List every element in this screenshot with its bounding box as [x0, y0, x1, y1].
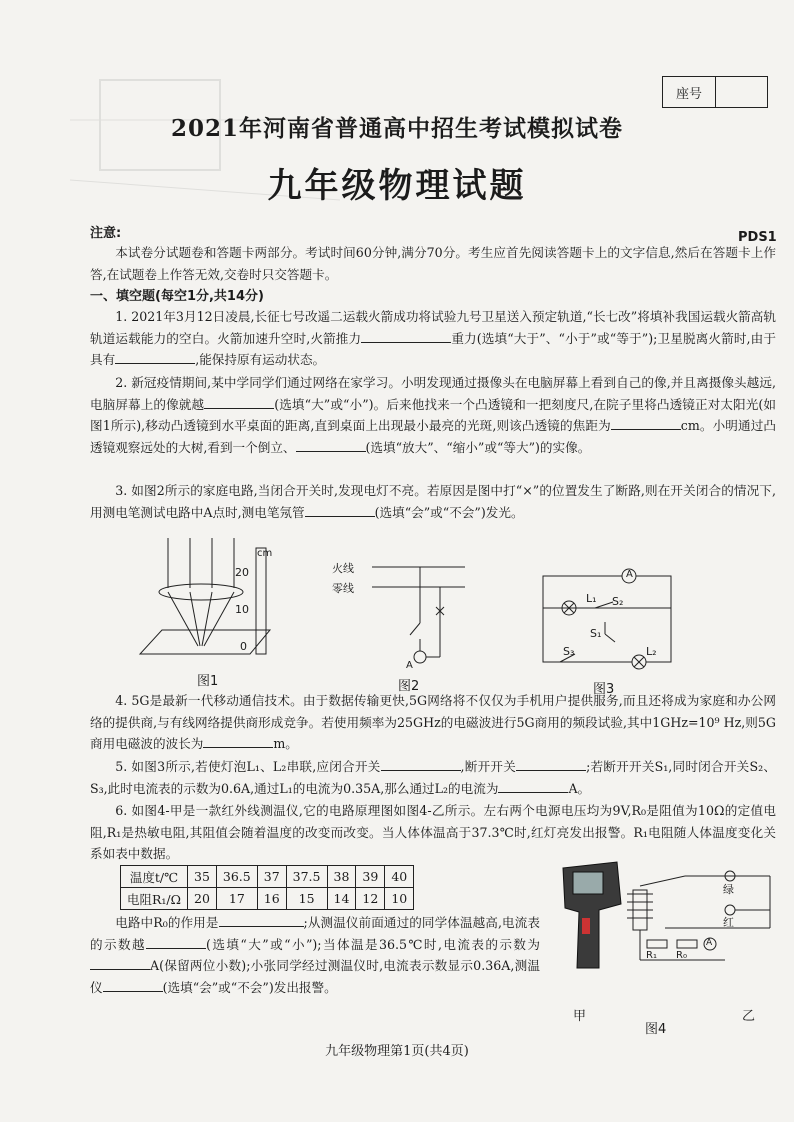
- table-cell: 37: [257, 866, 286, 888]
- question-1: 1. 2021年3月12日凌晨,长征七号改遥二运载火箭成功将试验九号卫星送入预定轨道,“长七改”将填补我国运载火箭高轨轨道运载能力的空白。火箭加速升空时,火箭推力 重力(选填“大于”、“小于”或“等于”);卫星脱离火箭时,由于具有 ,能保持原有运动状态。: [90, 309, 777, 367]
- subject-title: 九年级物理试题: [267, 166, 527, 206]
- temperature-resistance-table: [120, 865, 414, 910]
- seat-number-box: [662, 76, 768, 108]
- point-a-label: A: [406, 660, 413, 671]
- fig3-ammeter-label: A: [626, 569, 633, 580]
- fig3-S1-label: S₁: [590, 627, 602, 640]
- table-cell: 40: [385, 866, 414, 888]
- table-cell: 16: [257, 888, 286, 910]
- question-4: 4. 5G是最新一代移动通信技术。由于数据传输更快,5G网络将不仅仅为手机用户提供服务,而且还将成为家庭和办公网络的提供商,与有线网络提供商形成竞争。若使用频率为25GHz的电磁波进行5G商用的频段试验,其中1GHz=10⁹ Hz,则5G商用电磁波的波长为 m。: [90, 693, 777, 751]
- table-cell: 37.5: [286, 866, 327, 888]
- figure-3-circuit: [535, 562, 685, 677]
- answer-blank[interactable]: [115, 349, 195, 364]
- table-cell: 38: [327, 866, 356, 888]
- ruler-unit: cm: [257, 548, 273, 559]
- red-lamp-label: 红: [723, 916, 734, 929]
- page-footer: 九年级物理第1页(共4页): [325, 1044, 469, 1059]
- answer-blank[interactable]: [90, 955, 150, 970]
- table-cell: 10: [385, 888, 414, 910]
- ruler-tick: 0: [240, 640, 247, 653]
- table-row: [121, 866, 414, 888]
- notice-text: [90, 242, 776, 285]
- ruler-tick: 20: [235, 566, 249, 579]
- answer-blank[interactable]: [498, 778, 568, 793]
- question-6: 6. 如图4-甲是一款红外线测温仪,它的电路原理图如图4-乙所示。左右两个电源电压均为9V,R₀是阻值为10Ω的定值电阻,R₁是热敏电阻,其阻值会随着温度的改变而改变。当人体体温高于37.3℃时,红灯亮发出报警。R₁电阻随人体温度变化关系如表中数据。: [90, 803, 777, 861]
- figure-1-lens: [110, 530, 280, 670]
- notice-line: 本试卷分试题卷和答题卡两部分。考试时间60分钟,满分70分。考生应首先阅读答题卡上的文字信息,然: [115, 245, 688, 260]
- fig4-jia-label: 甲: [573, 1009, 587, 1024]
- figure-3-caption: 图3: [593, 682, 615, 697]
- answer-blank[interactable]: [305, 502, 375, 517]
- figure-4-thermometer-gun: [555, 858, 630, 978]
- seat-input-box[interactable]: [716, 77, 767, 107]
- table-cell: 电阻R₁/Ω: [121, 888, 188, 910]
- figure-4-caption: 图4: [645, 1022, 667, 1037]
- table-cell: 12: [356, 888, 385, 910]
- answer-blank[interactable]: [103, 977, 163, 992]
- answer-blank[interactable]: [381, 756, 461, 771]
- question-3: 3. 如图2所示的家庭电路,当闭合开关时,发现电灯不亮。若原因是图中打“×”的位置发生了断路,则在开关闭合的情况下,用测电笔测试电路中A点时,测电笔氖管 (选填“会”或“不会”)发光。: [90, 483, 776, 520]
- table-cell: 20: [188, 888, 217, 910]
- neutral-wire-label: 零线: [332, 582, 354, 595]
- answer-blank[interactable]: [146, 934, 206, 949]
- green-lamp-label: 绿: [723, 883, 734, 896]
- exam-code: PDS1: [738, 230, 777, 245]
- fig3-L2-label: L₂: [646, 645, 657, 658]
- answer-blank[interactable]: [611, 415, 681, 430]
- notice-line: 后在答题卡上作答,在试题卷上作答无效,交卷时只交答题卡。: [90, 245, 776, 282]
- answer-blank[interactable]: [516, 756, 586, 771]
- table-cell: 温度t/℃: [121, 866, 188, 888]
- table-cell: 14: [327, 888, 356, 910]
- seat-label: 座号: [663, 77, 716, 107]
- figure-2-caption: 图2: [398, 679, 420, 694]
- fig4-yi-label: 乙: [742, 1009, 756, 1024]
- table-cell: 15: [286, 888, 327, 910]
- notice-label: 注意:: [90, 226, 122, 241]
- table-row: [121, 888, 414, 910]
- fig4-ammeter-label: A: [706, 938, 713, 948]
- table-cell: 39: [356, 866, 385, 888]
- live-wire-label: 火线: [332, 562, 354, 575]
- figure-1-caption: 图1: [197, 674, 219, 689]
- question-5: 5. 如图3所示,若使灯泡L₁、L₂串联,应闭合开关 ,断开开关 ;若断开开关S₁,同时闭合开关S₂、S₃,此时电流表的示数为0.6A,通过L₁的电流为0.35A,那么通过L₂的电流为 A。: [90, 756, 776, 799]
- bleed-through: [60, 60, 360, 240]
- answer-blank[interactable]: [203, 733, 273, 748]
- fig3-S3-label: S₃: [563, 645, 575, 658]
- question-6-blanks: 电路中R₀的作用是 ;从测温仪前面通过的同学体温越高,电流表的示数越 (选填“大”或“小”);当体温是36.5℃时,电流表的示数为A(保留两位小数);小张同学经过测温仪时,电流表示数显示0.36A,测温仪 (选填“会”或“不会”)发出报警。: [90, 912, 540, 998]
- table-cell: 36.5: [216, 866, 257, 888]
- answer-blank[interactable]: [204, 394, 274, 409]
- R1-label: R₁: [646, 950, 657, 961]
- answer-blank[interactable]: [296, 437, 366, 452]
- section-heading: 一、填空题(每空1分,共14分): [90, 289, 264, 304]
- table-cell: 17: [216, 888, 257, 910]
- R0-label: R₀: [676, 950, 687, 961]
- exam-title: 2021年河南省普通高中招生考试模拟试卷: [170, 115, 623, 142]
- question-2: 2. 新冠疫情期间,某中学同学们通过网络在家学习。小明发现通过摄像头在电脑屏幕上看到自己的像,并且离摄像头越远,电脑屏幕上的像就越 (选填“大”或“小”)。后来他找来一个凸透镜和一把刻度尺,在院子里将凸透镜正对太阳光(如图1所示),移动凸透镜到水平桌面的距离,直到桌面上出现最小最亮的光斑,则该凸透镜的焦距为 cm。小明通过凸透镜观察远处的大树,看到一个倒立、 (选填“放大”、“缩小”或“等大”)的实像。: [90, 375, 777, 455]
- fig3-S2-label: S₂: [612, 595, 624, 608]
- table-cell: 35: [188, 866, 217, 888]
- answer-blank[interactable]: [219, 912, 304, 927]
- answer-blank[interactable]: [361, 328, 451, 343]
- ruler-tick: 10: [235, 603, 249, 616]
- fig3-L1-label: L₁: [586, 592, 597, 605]
